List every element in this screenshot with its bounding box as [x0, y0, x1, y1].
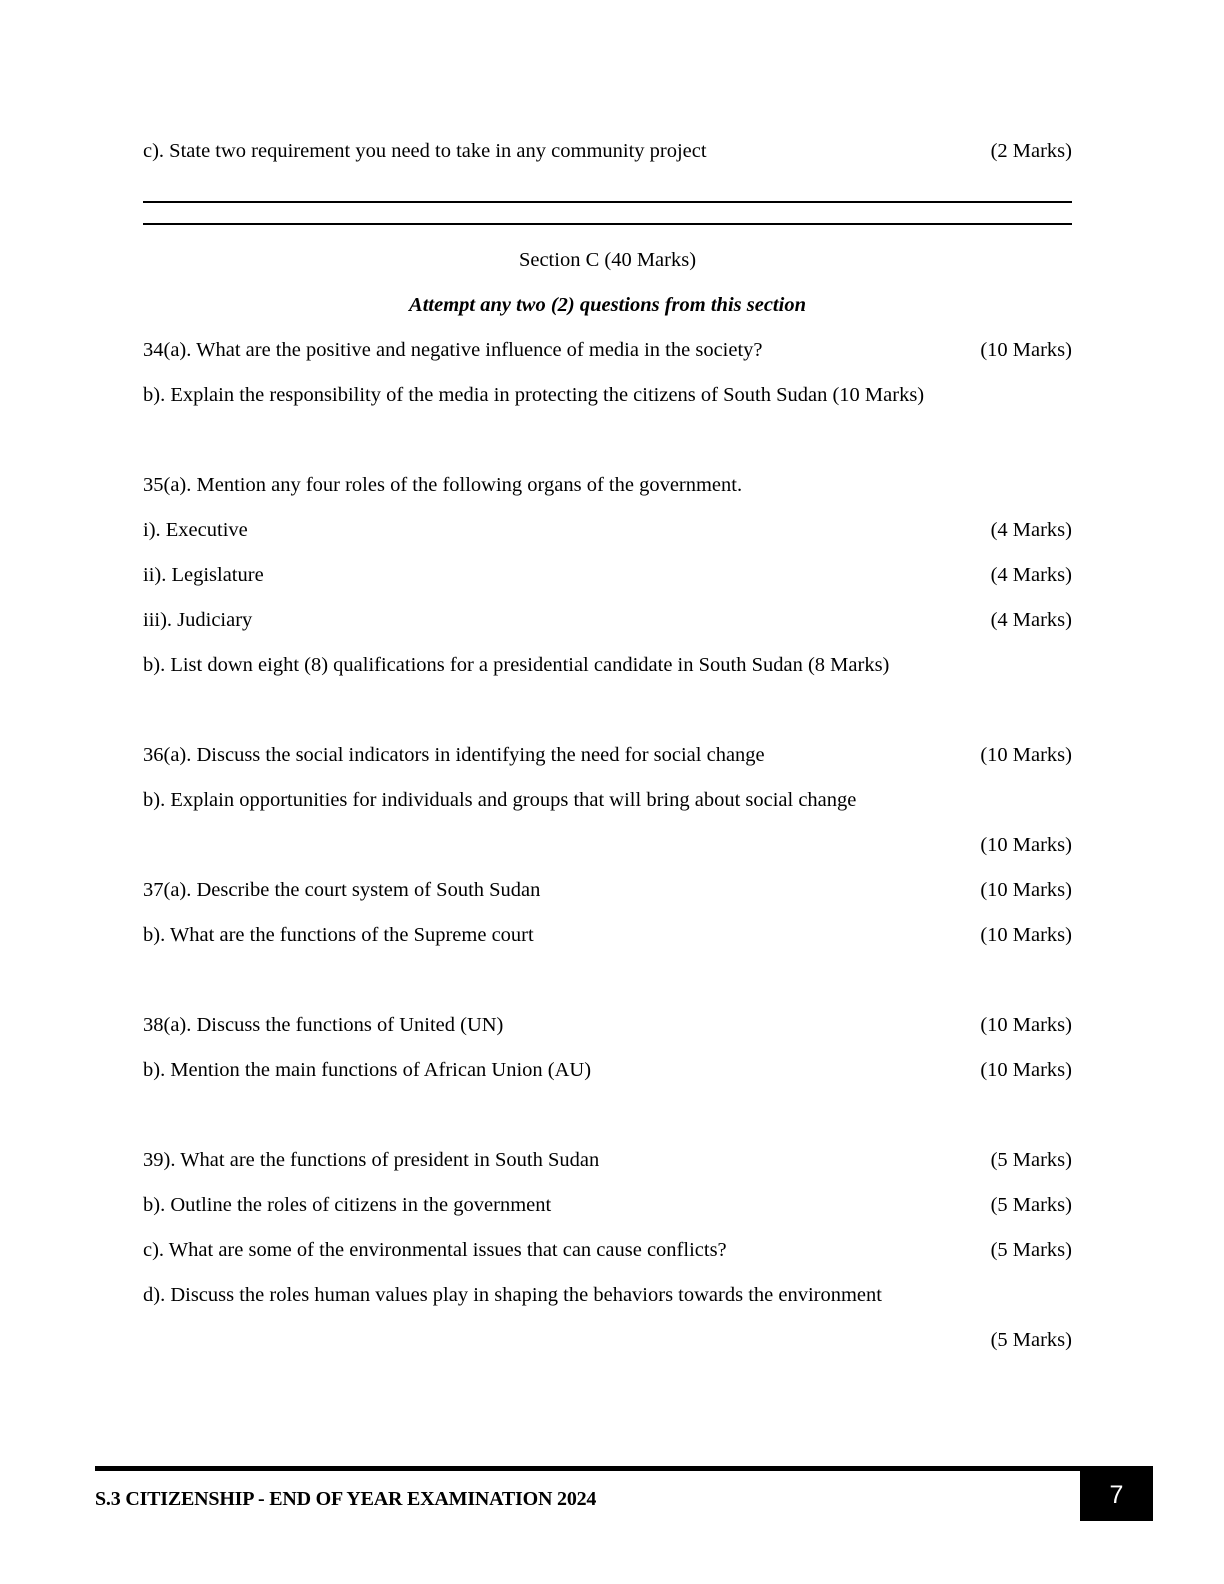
- question-marks: (10 Marks): [980, 339, 1072, 361]
- spacer: [143, 1100, 1072, 1145]
- question-marks: (5 Marks): [990, 1194, 1072, 1216]
- question-text: 36(a). Discuss the social indicators in identifying the need for social change: [143, 744, 765, 766]
- question-marks: (10 Marks): [980, 924, 1072, 946]
- exam-content-column: [143, 136, 1072, 1370]
- question-line: [143, 875, 1072, 905]
- spacer: [143, 225, 1072, 245]
- footer-divider: [95, 1466, 1153, 1471]
- spacer: [143, 965, 1072, 1010]
- question-line: [143, 920, 1072, 950]
- spacer: [143, 275, 1072, 290]
- question-line: [143, 785, 1072, 815]
- question-line: [143, 650, 1072, 680]
- question-text: c). What are some of the environmental issues that can cause conflicts?: [143, 1239, 727, 1261]
- section-instruction: Attempt any two (2) questions from this section: [409, 294, 806, 316]
- question-line: [143, 1055, 1072, 1085]
- question-line: [143, 1190, 1072, 1220]
- question-text: b). List down eight (8) qualifications for a presidential candidate in South Sudan (8 Marks): [143, 654, 890, 676]
- question-line: [143, 1010, 1072, 1040]
- question-text: b). Explain the responsibility of the media in protecting the citizens of South Sudan (10 Marks): [143, 384, 925, 406]
- questions-list: [143, 335, 1072, 1355]
- question-line: [143, 515, 1072, 545]
- question-line: [143, 605, 1072, 635]
- question-line: [143, 1235, 1072, 1265]
- question-marks: (10 Marks): [980, 1014, 1072, 1036]
- question-marks: (4 Marks): [990, 564, 1072, 586]
- question-marks: (10 Marks): [980, 834, 1072, 856]
- section-heading: Section C (40 Marks): [518, 249, 697, 271]
- question-line: [143, 1280, 1072, 1310]
- question-marks: (5 Marks): [990, 1149, 1072, 1171]
- question-text: 35(a). Mention any four roles of the following organs of the government.: [143, 474, 743, 496]
- question-line: [143, 136, 1072, 166]
- question-line: [143, 1145, 1072, 1175]
- question-text: 34(a). What are the positive and negative influence of media in the society?: [143, 339, 763, 361]
- spacer: [143, 320, 1072, 335]
- page-number-badge: 7: [1080, 1470, 1153, 1521]
- question-marks: (10 Marks): [980, 879, 1072, 901]
- question-line: [143, 740, 1072, 770]
- question-text: b). What are the functions of the Supreme court: [143, 924, 534, 946]
- question-text: b). Mention the main functions of African Union (AU): [143, 1059, 592, 1081]
- footer-title: S.3 CITIZENSHIP - END OF YEAR EXAMINATION 2024: [95, 1488, 597, 1510]
- question-text: d). Discuss the roles human values play in shaping the behaviors towards the environment: [143, 1284, 882, 1306]
- spacer: [143, 203, 1072, 223]
- question-line: [143, 560, 1072, 590]
- question-marks: (4 Marks): [990, 609, 1072, 631]
- question-text: 37(a). Describe the court system of South Sudan: [143, 879, 541, 901]
- question-text: iii). Judiciary: [143, 609, 253, 631]
- question-text: c). State two requirement you need to take in any community project: [143, 140, 707, 162]
- question-marks: (4 Marks): [990, 519, 1072, 541]
- question-line: [143, 380, 1072, 410]
- spacer: [143, 425, 1072, 470]
- question-text: ii). Legislature: [143, 564, 264, 586]
- question-marks: (5 Marks): [990, 1329, 1072, 1351]
- question-marks: (10 Marks): [980, 1059, 1072, 1081]
- question-marks: (5 Marks): [990, 1239, 1072, 1261]
- question-line: [143, 470, 1072, 500]
- spacer: [143, 181, 1072, 201]
- question-text: i). Executive: [143, 519, 248, 541]
- question-text: b). Outline the roles of citizens in the government: [143, 1194, 552, 1216]
- question-marks: (10 Marks): [980, 744, 1072, 766]
- question-marks: (2 Marks): [990, 140, 1072, 162]
- question-line: [143, 335, 1072, 365]
- question-text: b). Explain opportunities for individuals and groups that will bring about social change: [143, 789, 857, 811]
- question-text: 38(a). Discuss the functions of United (UN): [143, 1014, 504, 1036]
- spacer: [143, 695, 1072, 740]
- question-text: 39). What are the functions of president in South Sudan: [143, 1149, 600, 1171]
